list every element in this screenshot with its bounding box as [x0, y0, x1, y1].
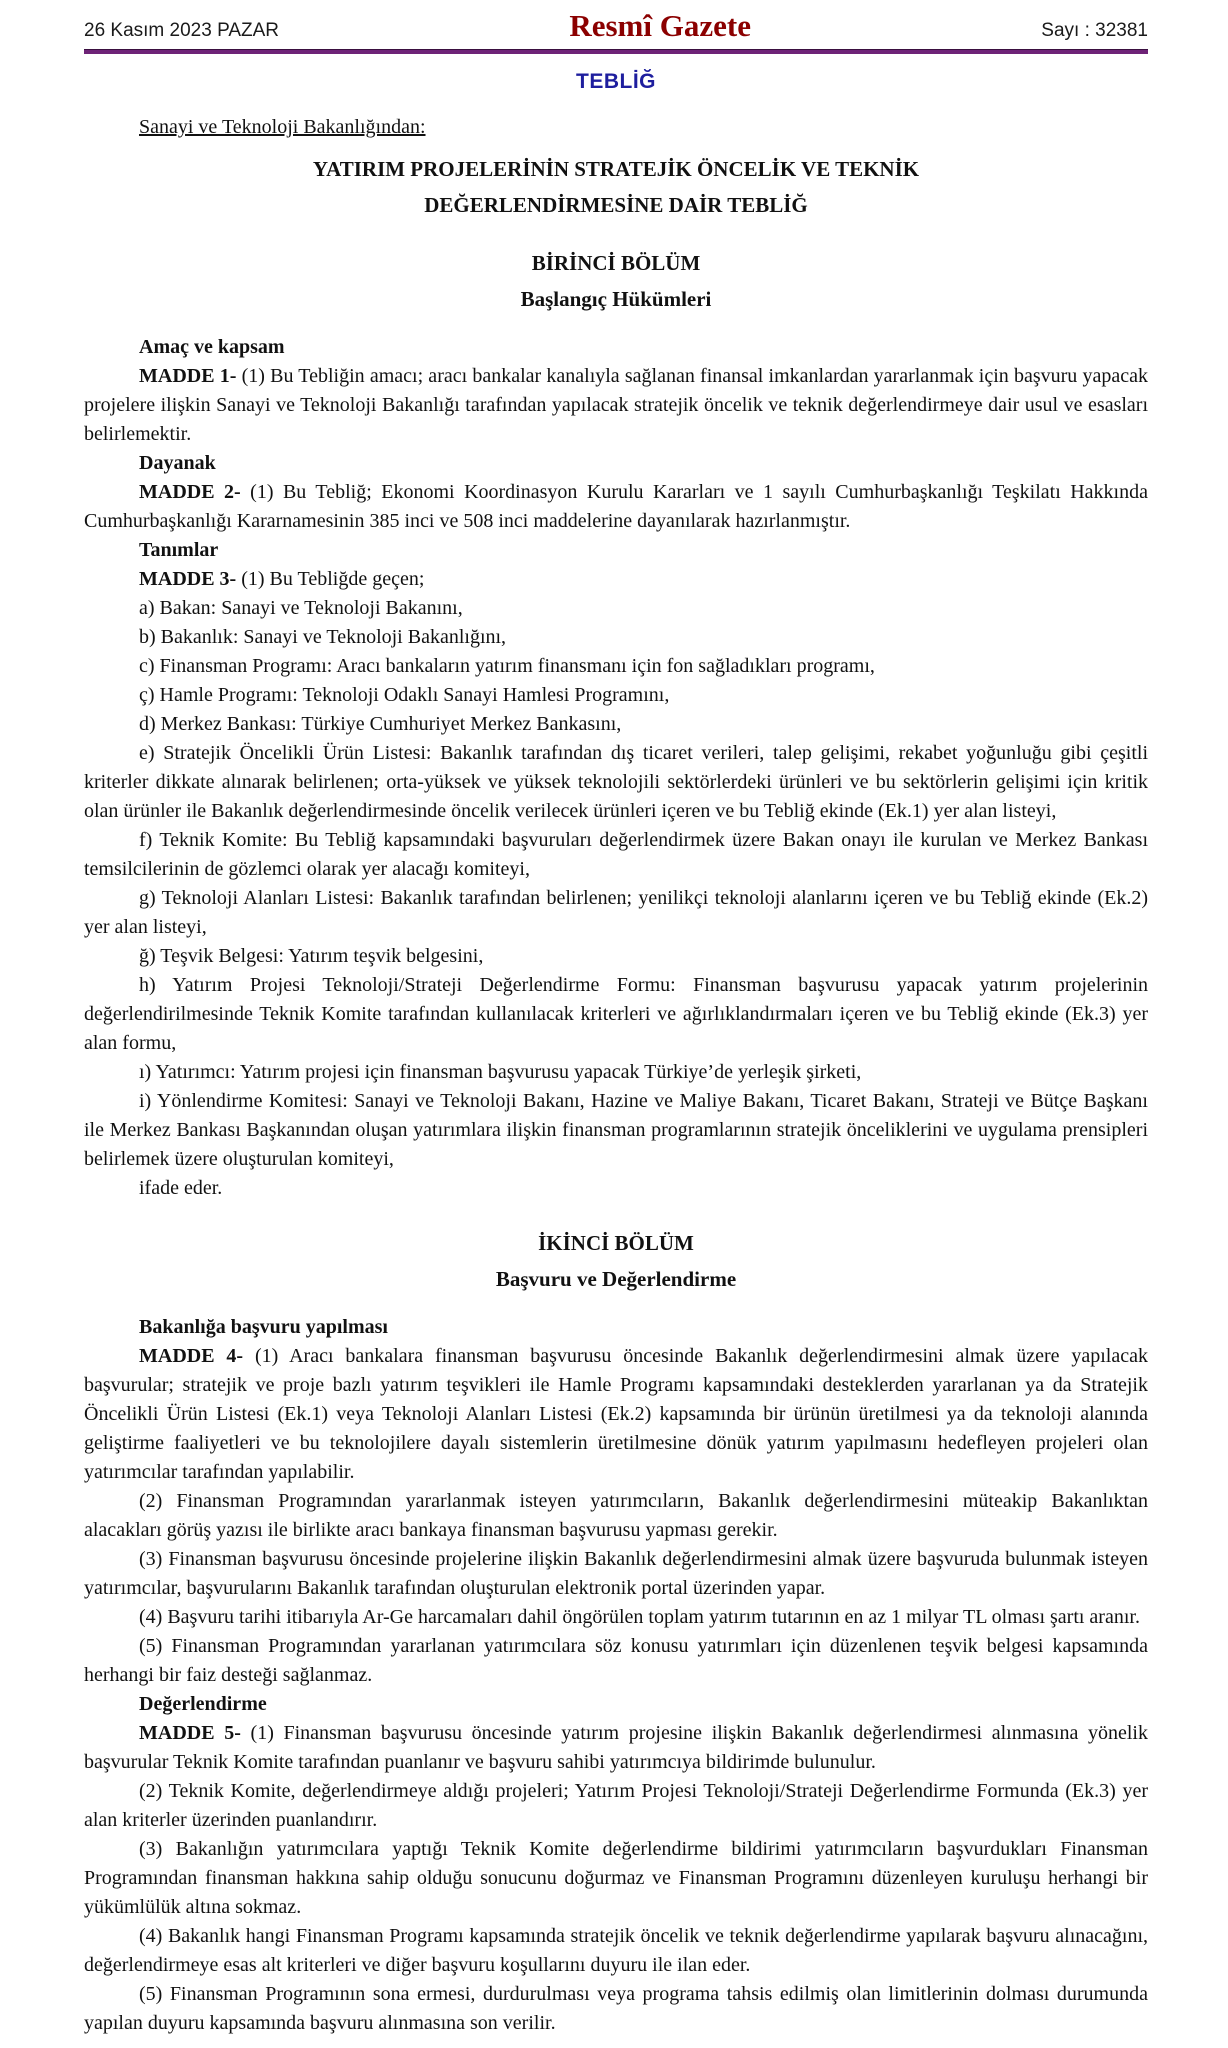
article-number: MADDE 1-: [139, 365, 237, 387]
article-paragraph: [84, 1342, 1148, 1487]
article-number: MADDE 2-: [139, 481, 241, 503]
article-clause: (4) Başvuru tarihi itibarıyla Ar-Ge harcamaları dahil öngörülen toplam yatırım tutarının en az 1 milyar TL olması şartı aranır.: [139, 1606, 1140, 1628]
article-paragraph: [84, 565, 1148, 594]
section-heading: Dayanak: [139, 452, 216, 474]
definition-item: ğ) Teşvik Belgesi: Yatırım teşvik belgesini,: [139, 945, 484, 967]
article-clause: (5) Finansman Programından yararlanan yatırımcılara söz konusu yatırımları için düzenlenen teşvik belgesi kapsamında herhangi bir faiz desteği sağlanmaz.: [84, 1635, 1148, 1686]
definition-item: d) Merkez Bankası: Türkiye Cumhuriyet Merkez Bankasını,: [139, 713, 622, 735]
issuing-authority-text: Sanayi ve Teknoloji Bakanlığından:: [139, 116, 426, 138]
masthead-divider: [84, 49, 1148, 54]
closing-clause: ifade eder.: [139, 1177, 223, 1199]
section-heading: Değerlendirme: [139, 1693, 267, 1715]
chapter-number: İKİNCİ BÖLÜM: [538, 1231, 694, 1255]
article-paragraph: [84, 1719, 1148, 1777]
masthead-date: 26 Kasım 2023 PAZAR: [84, 20, 280, 41]
masthead-title: Resmî Gazete: [569, 8, 751, 43]
definition-item: b) Bakanlık: Sanayi ve Teknoloji Bakanlığını,: [139, 626, 507, 648]
article-text: (1) Finansman başvurusu öncesinde yatırım projesine ilişkin Bakanlık değerlendirmesi alınmasına yönelik başvurular Teknik Komite tarafından puanlanır ve başvuru sahibi yatırımcıya bildirimde bulunulur.: [84, 1722, 1148, 1773]
section-heading: Bakanlığa başvuru yapılması: [139, 1316, 388, 1338]
article-clause: (2) Teknik Komite, değerlendirmeye aldığı projeleri; Yatırım Projesi Teknoloji/Strateji Değerlendirme Formunda (Ek.3) yer alan kriterler üzerinden puanlandırır.: [84, 1780, 1148, 1831]
article-clause: (2) Finansman Programından yararlanmak isteyen yatırımcıların, Bakanlık değerlendirmesini müteakip Bakanlıktan alacakları görüş yazısı ile birlikte aracı bankaya finansman başvurusu yapması gerekir.: [84, 1490, 1148, 1541]
article-clause: (3) Finansman başvurusu öncesinde projelerine ilişkin Bakanlık değerlendirmesini almak üzere başvuruda bulunmak isteyen yatırımcılar, başvurularını Bakanlık tarafından oluşturulan elektronik portal üzerinden yapar.: [84, 1548, 1148, 1599]
definition-item: f) Teknik Komite: Bu Tebliğ kapsamındaki başvuruları değerlendirmek üzere Bakan onayı ile kurulan ve Merkez Bankası temsilcilerinin de gözlemci olarak yer alacağı komiteyi,: [84, 829, 1148, 880]
article-number: MADDE 5-: [139, 1722, 241, 1744]
definition-item: c) Finansman Programı: Aracı bankaların yatırım finansmanı için fon sağladıkları programı,: [139, 655, 875, 677]
notice-kind-label: TEBLİĞ: [576, 70, 656, 93]
section-heading: Amaç ve kapsam: [139, 336, 285, 358]
notice-title-line1: YATIRIM PROJELERİNİN STRATEJİK ÖNCELİK VE TEKNİK: [312, 157, 920, 181]
article-number: MADDE 3-: [139, 568, 237, 590]
chapter-title: Başvuru ve Değerlendirme: [495, 1267, 737, 1291]
definition-item: ç) Hamle Programı: Teknoloji Odaklı Sanayi Hamlesi Programını,: [139, 684, 670, 706]
section-heading: Tanımlar: [139, 539, 219, 561]
definition-item: i) Yönlendirme Komitesi: Sanayi ve Teknoloji Bakanı, Hazine ve Maliye Bakanı, Ticaret Bakanı, Strateji ve Bütçe Başkanı ile Merkez Bankası Başkanından oluşan yatırımlara ilişkin finansman programlarının stratejik önceliklerini ve uygulama prensipleri belirlemek üzere oluşturulan komiteyi,: [84, 1090, 1148, 1170]
article-text: (1) Bu Tebliğde geçen;: [236, 568, 425, 590]
definition-item: ı) Yatırımcı: Yatırım projesi için finansman başvurusu yapacak Türkiye’de yerleşik şirketi,: [139, 1061, 862, 1083]
article-paragraph: [84, 362, 1148, 449]
definition-item: g) Teknoloji Alanları Listesi: Bakanlık tarafından belirlenen; yenilikçi teknoloji alanlarını içeren ve bu Tebliğ ekinde (Ek.2) yer alan listeyi,: [84, 887, 1148, 938]
definition-item: h) Yatırım Projesi Teknoloji/Strateji Değerlendirme Formu: Finansman başvurusu yapacak yatırım projelerinin değerlendirilmesinde Teknik Komite tarafından kullanılacak kriterleri ve ağırlıklandırmaları içeren ve bu Tebliğ ekinde (Ek.3) yer alan formu,: [84, 974, 1148, 1054]
definition-item: e) Stratejik Öncelikli Ürün Listesi: Bakanlık tarafından dış ticaret verileri, talep gelişimi, rekabet yoğunluğu gibi çeşitli kriterler dikkate alınarak belirlenen; orta-yüksek ve yüksek teknolojili sektörlerdeki ürünleri ve bu sektörlerin gelişimi için kritik olan ürünler ile Bakanlık değerlendirmesinde öncelik verilecek ürünleri içeren ve bu Tebliğ ekinde (Ek.1) yer alan listeyi,: [84, 742, 1148, 822]
masthead: [84, 6, 1148, 44]
chapter-title: Başlangıç Hükümleri: [520, 287, 712, 311]
article-clause: (3) Bakanlığın yatırımcılara yaptığı Teknik Komite değerlendirme bildirimi yatırımcıların başvurdukları Finansman Programından finansman hakkına sahip olduğu sonucunu doğurmaz ve Finansman Programını düzenleyen kuruluşu herhangi bir yükümlülük altına sokmaz.: [84, 1838, 1148, 1918]
chapter-number: BİRİNCİ BÖLÜM: [531, 251, 701, 275]
article-clause: (5) Finansman Programının sona ermesi, durdurulması veya programa tahsis edilmiş olan limitlerinin dolması durumunda yapılan duyuru kapsamında başvuru alınmasına son verilir.: [84, 1983, 1148, 2034]
article-text: (1) Aracı bankalara finansman başvurusu öncesinde Bakanlık değerlendirmesini almak üzere yapılacak başvurular; stratejik ve proje bazlı yatırım teşvikleri ile Hamle Programı kapsamındaki desteklerden yararlanan ya da Stratejik Öncelikli Ürün Listesi (Ek.1) veya Teknoloji Alanları Listesi (Ek.2) kapsamında bir ürünün üretilmesi ya da teknoloji alanında geliştirme faaliyetleri ve bu teknolojilere dayalı sistemlerin üretilmesine dönük yatırım yapılmasını hedefleyen projeleri olan yatırımcılar tarafından yapılabilir.: [84, 1345, 1148, 1483]
article-text: (1) Bu Tebliğ; Ekonomi Koordinasyon Kurulu Kararları ve 1 sayılı Cumhurbaşkanlığı Teşkilatı Hakkında Cumhurbaşkanlığı Kararnamesinin 385 inci ve 508 inci maddelerine dayanılarak hazırlanmıştır.: [84, 481, 1148, 532]
masthead-issue-number: Sayı : 32381: [1041, 20, 1148, 41]
article-clause: (4) Bakanlık hangi Finansman Programı kapsamında stratejik öncelik ve teknik değerlendirme yapılarak başvuru alınacağını, değerlendirmeye esas alt kriterleri ve diğer başvuru koşullarını duyuru ile ilan eder.: [84, 1925, 1148, 1976]
definition-item: a) Bakan: Sanayi ve Teknoloji Bakanını,: [139, 597, 463, 619]
article-text: (1) Bu Tebliğin amacı; aracı bankalar kanalıyla sağlanan finansal imkanlardan yararlanmak için başvuru yapacak projelere ilişkin Sanayi ve Teknoloji Bakanlığı tarafından yapılacak stratejik öncelik ve teknik değerlendirmeye dair usul ve esasları belirlemektir.: [84, 365, 1148, 445]
notice-title: [84, 151, 1148, 223]
issuing-authority: [84, 116, 1148, 139]
notice-title-line2: DEĞERLENDİRMESİNE DAİR TEBLİĞ: [424, 193, 808, 217]
article-number: MADDE 4-: [139, 1345, 244, 1367]
article-paragraph: [84, 478, 1148, 536]
